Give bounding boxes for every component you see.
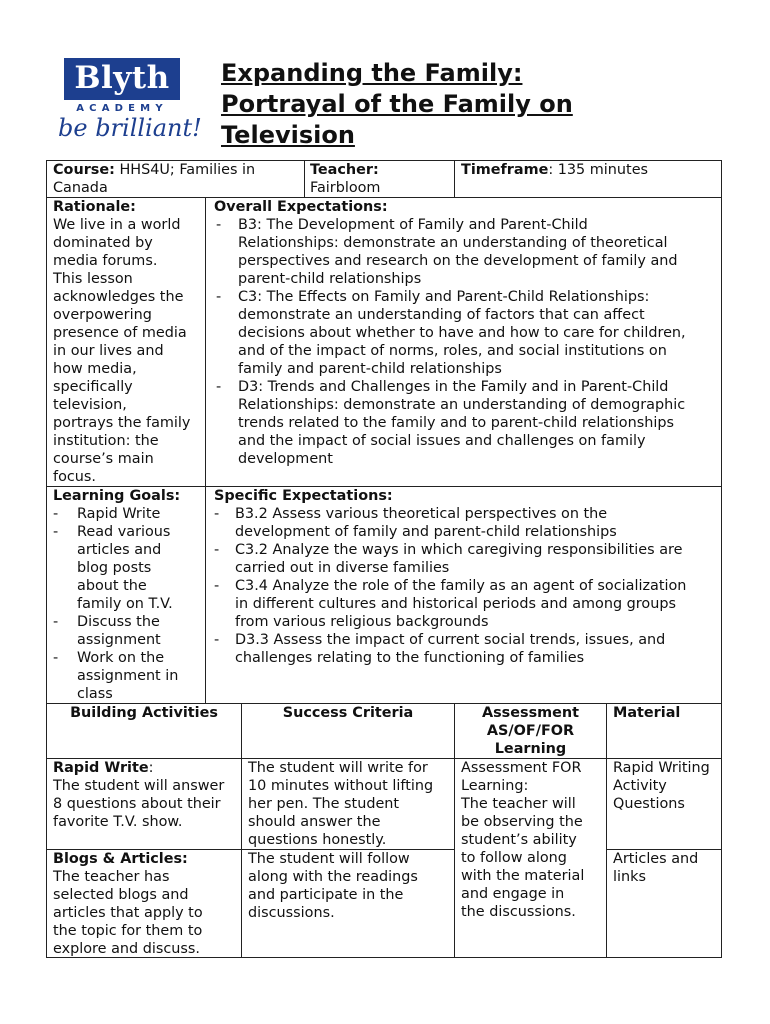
logo-subtitle: ACADEMY	[76, 103, 168, 114]
overall-line: decisions about whether to have and how to care for children,	[238, 325, 686, 341]
header-building-activities	[47, 704, 241, 722]
teacher-label: Teacher:	[310, 162, 379, 178]
bullet-dash: -	[53, 614, 59, 630]
bullet-dash: -	[216, 289, 222, 305]
goal-line: class	[77, 686, 113, 702]
criteria-line: questions honestly.	[248, 832, 387, 848]
bullet-dash: -	[53, 524, 59, 540]
rationale-line: portrays the family	[53, 415, 191, 431]
logo-name-box	[64, 58, 180, 100]
goal-line: assignment in	[77, 668, 179, 684]
course-label: Course:	[53, 162, 115, 178]
overall-expectation-item	[214, 216, 686, 288]
criteria-line: discussions.	[248, 905, 335, 921]
teacher-value: Fairbloom	[310, 180, 381, 196]
blogs-articles-material	[613, 850, 698, 886]
table-divider-v	[241, 703, 242, 958]
bullet-dash: -	[53, 650, 59, 666]
goal-line: about the	[77, 578, 147, 594]
goal-line: Discuss the	[77, 614, 160, 630]
bullet-dash: -	[214, 578, 220, 594]
blogs-line: explore and discuss.	[53, 941, 200, 957]
teacher-cell	[310, 161, 380, 197]
learning-goal-item	[53, 505, 180, 523]
specific-line: challenges relating to the functioning of families	[235, 650, 585, 666]
rationale-line: We live in a world	[53, 217, 181, 233]
overall-expectations-cell	[214, 198, 686, 468]
rapid-write-label: Rapid Write	[53, 760, 149, 776]
specific-line: development of family and parent-child relationships	[235, 524, 617, 540]
overall-line: D3: Trends and Challenges in the Family and in Parent-Child	[238, 379, 669, 395]
rationale-line: television,	[53, 397, 127, 413]
specific-expectation-item	[214, 631, 686, 667]
specific-line: B3.2 Assess various theoretical perspectives on the	[235, 506, 608, 522]
rapid-write-colon: :	[148, 760, 154, 776]
overall-line: C3: The Effects on Family and Parent-Child Relationships:	[238, 289, 650, 305]
header-text: Learning	[494, 741, 567, 757]
learning-goal-item	[53, 523, 180, 613]
specific-line: C3.4 Analyze the role of the family as an agent of socialization	[235, 578, 687, 594]
timeframe-label: Timeframe	[461, 162, 549, 178]
bullet-dash: -	[216, 379, 222, 395]
table-border-right	[721, 160, 722, 958]
goal-line: Rapid Write	[77, 506, 161, 522]
assessment-line: Assessment FOR	[461, 760, 582, 776]
specific-expectation-item	[214, 577, 686, 631]
rationale-cell	[53, 198, 190, 486]
table-divider-v	[205, 197, 206, 704]
overall-line: Relationships: demonstrate an understanding of demographic	[238, 397, 686, 413]
material-line: Activity	[613, 778, 667, 794]
overall-line: and of the impact of norms, roles, and social institutions on	[238, 343, 667, 359]
header-success-criteria	[242, 704, 454, 722]
material-line: links	[613, 869, 646, 885]
table-divider-v	[304, 160, 305, 198]
course-cell	[53, 161, 255, 197]
assessment-line: student’s ability	[461, 832, 577, 848]
specific-line: C3.2 Analyze the ways in which caregiving responsibilities are	[235, 542, 683, 558]
blogs-line: articles that apply to	[53, 905, 203, 921]
overall-line: development	[238, 451, 333, 467]
rationale-line: This lesson	[53, 271, 133, 287]
rapid-write-line: 8 questions about their	[53, 796, 221, 812]
rationale-line: how media,	[53, 361, 137, 377]
criteria-line: The student will write for	[248, 760, 428, 776]
header-text: Assessment	[481, 705, 580, 721]
header-text: Success Criteria	[282, 705, 414, 721]
blyth-academy-logo	[58, 56, 202, 146]
specific-line: carried out in diverse families	[235, 560, 450, 576]
rationale-label: Rationale:	[53, 199, 136, 215]
assessment-line: Learning:	[461, 778, 529, 794]
goal-line: articles and	[77, 542, 162, 558]
rationale-line: media forums.	[53, 253, 158, 269]
rationale-line: in our lives and	[53, 343, 164, 359]
overall-line: perspectives and research on the development of family and	[238, 253, 678, 269]
document-title	[221, 58, 641, 151]
timeframe-value: : 135 minutes	[548, 162, 649, 178]
bullet-dash: -	[214, 632, 220, 648]
specific-expectation-item	[214, 505, 686, 541]
overall-line: Relationships: demonstrate an understanding of theoretical	[238, 235, 668, 251]
overall-line: parent-child relationships	[238, 271, 422, 287]
criteria-line: and participate in the	[248, 887, 404, 903]
title-line: Expanding the Family:	[221, 59, 523, 87]
table-divider-v	[606, 703, 607, 958]
goal-line: blog posts	[77, 560, 152, 576]
specific-expectation-item	[214, 541, 686, 577]
bullet-dash: -	[53, 506, 59, 522]
assessment-line: The teacher will	[461, 796, 576, 812]
rationale-line: course’s main	[53, 451, 154, 467]
blogs-articles-criteria	[248, 850, 418, 922]
timeframe-cell	[461, 161, 648, 179]
blogs-articles-label: Blogs & Articles:	[53, 851, 188, 867]
rapid-write-material	[613, 759, 710, 813]
specific-line: from various religious backgrounds	[235, 614, 489, 630]
overall-line: and the impact of social issues and challenges on family	[238, 433, 646, 449]
title-line: Portrayal of the Family on	[221, 90, 573, 118]
header-assessment	[455, 704, 606, 758]
goal-line: family on T.V.	[77, 596, 173, 612]
material-line: Articles and	[613, 851, 699, 867]
logo-name: Blyth	[74, 60, 170, 96]
criteria-line: along with the readings	[248, 869, 418, 885]
learning-goal-item	[53, 649, 180, 703]
assessment-line: and engage in	[461, 886, 565, 902]
bullet-dash: -	[214, 506, 220, 522]
header-text: AS/OF/FOR	[486, 723, 575, 739]
learning-goal-item	[53, 613, 180, 649]
rationale-line: overpowering	[53, 307, 152, 323]
overall-line: B3: The Development of Family and Parent-Child	[238, 217, 588, 233]
rationale-line: dominated by	[53, 235, 153, 251]
course-value: HHS4U; Families in	[114, 162, 256, 178]
course-value-cont: Canada	[53, 180, 108, 196]
goal-line: Read various	[77, 524, 171, 540]
overall-expectation-item	[214, 288, 686, 378]
criteria-line: her pen. The student	[248, 796, 400, 812]
rapid-write-line: favorite T.V. show.	[53, 814, 183, 830]
overall-expectation-item	[214, 378, 686, 468]
blogs-line: selected blogs and	[53, 887, 189, 903]
assessment-cell	[461, 759, 584, 921]
overall-expectations-label: Overall Expectations:	[214, 199, 388, 215]
blogs-articles-activity	[53, 850, 203, 958]
blogs-line: the topic for them to	[53, 923, 203, 939]
learning-goals-label: Learning Goals:	[53, 488, 181, 504]
rationale-line: presence of media	[53, 325, 187, 341]
title-line: Television	[221, 121, 355, 149]
header-text: Building Activities	[70, 705, 218, 721]
table-divider-v	[454, 160, 455, 198]
specific-line: D3.3 Assess the impact of current social trends, issues, and	[235, 632, 666, 648]
learning-goals-cell	[53, 487, 180, 703]
material-line: Rapid Writing	[613, 760, 710, 776]
specific-expectations-label: Specific Expectations:	[214, 488, 393, 504]
bullet-dash: -	[214, 542, 220, 558]
goal-line: Work on the	[77, 650, 165, 666]
specific-expectations-cell	[214, 487, 686, 667]
rationale-line: institution: the	[53, 433, 159, 449]
header-material	[613, 704, 680, 722]
overall-line: trends related to the family and to parent-child relationships	[238, 415, 674, 431]
header-text: Material	[613, 705, 681, 721]
overall-line: family and parent-child relationships	[238, 361, 502, 377]
rationale-line: specifically	[53, 379, 133, 395]
assessment-line: to follow along	[461, 850, 567, 866]
rationale-line: acknowledges the	[53, 289, 184, 305]
rapid-write-line: The student will answer	[53, 778, 225, 794]
bullet-dash: -	[216, 217, 222, 233]
overall-line: demonstrate an understanding of factors that can affect	[238, 307, 645, 323]
assessment-line: with the material	[461, 868, 585, 884]
criteria-line: should answer the	[248, 814, 381, 830]
rapid-write-activity	[53, 759, 224, 831]
material-line: Questions	[613, 796, 685, 812]
goal-line: assignment	[77, 632, 161, 648]
assessment-line: be observing the	[461, 814, 583, 830]
rationale-line: focus.	[53, 469, 96, 485]
specific-line: in different cultures and historical periods and among groups	[235, 596, 676, 612]
criteria-line: The student will follow	[248, 851, 410, 867]
criteria-line: 10 minutes without lifting	[248, 778, 434, 794]
rapid-write-criteria	[248, 759, 433, 849]
logo-tagline: be brilliant!	[58, 114, 202, 142]
blogs-line: The teacher has	[53, 869, 170, 885]
assessment-line: the discussions.	[461, 904, 576, 920]
table-border-left	[46, 160, 47, 958]
